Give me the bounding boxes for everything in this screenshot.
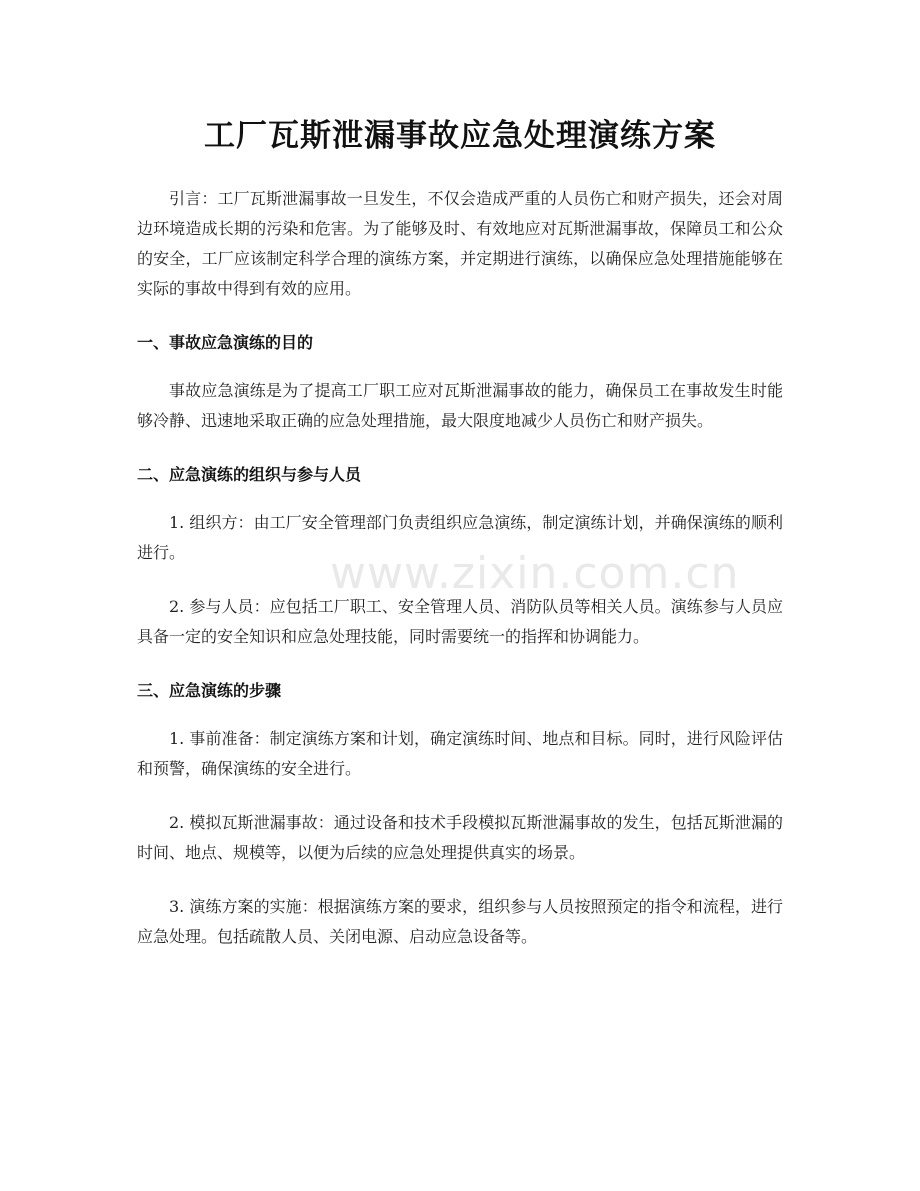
document-body xyxy=(137,184,783,952)
list-item-paragraph: 2. 模拟瓦斯泄漏事故：通过设备和技术手段模拟瓦斯泄漏事故的发生，包括瓦斯泄漏的时间、地点、规模等，以便为后续的应急处理提供真实的场景。 xyxy=(137,813,783,862)
list-item-paragraph: 3. 演练方案的实施：根据演练方案的要求，组织参与人员按照预定的指令和流程，进行应急处理。包括疏散人员、关闭电源、启动应急设备等。 xyxy=(137,897,783,946)
document-title: 工厂瓦斯泄漏事故应急处理演练方案 xyxy=(204,118,716,154)
section-heading: 三、应急演练的步骤 xyxy=(137,681,282,700)
section-steps xyxy=(137,676,783,952)
list-item-paragraph: 1. 组织方：由工厂安全管理部门负责组织应急演练，制定演练计划，并确保演练的顺利进行。 xyxy=(137,513,783,562)
list-item-paragraph: 2. 参与人员：应包括工厂职工、安全管理人员、消防队员等相关人员。演练参与人员应具备一定的安全知识和应急处理技能，同时需要统一的指挥和协调能力。 xyxy=(137,597,783,646)
section-heading: 二、应急演练的组织与参与人员 xyxy=(137,465,362,484)
section-organization xyxy=(137,460,783,652)
watermark: www.zixin.com.cn xyxy=(330,548,740,599)
section-purpose xyxy=(137,328,783,436)
section-paragraph: 事故应急演练是为了提高工厂职工应对瓦斯泄漏事故的能力，确保员工在事故发生时能够冷静、迅速地采取正确的应急处理措施，最大限度地减少人员伤亡和财产损失。 xyxy=(137,381,783,430)
list-item-paragraph: 1. 事前准备：制定演练方案和计划，确定演练时间、地点和目标。同时，进行风险评估和预警，确保演练的安全进行。 xyxy=(137,729,783,778)
section-heading: 一、事故应急演练的目的 xyxy=(137,333,314,352)
intro-paragraph: 引言：工厂瓦斯泄漏事故一旦发生，不仅会造成严重的人员伤亡和财产损失，还会对周边环境造成长期的污染和危害。为了能够及时、有效地应对瓦斯泄漏事故，保障员工和公众的安全，工厂应该制定科学合理的演练方案，并定期进行演练，以确保应急处理措施能够在实际的事故中得到有效的应用。 xyxy=(137,189,783,298)
